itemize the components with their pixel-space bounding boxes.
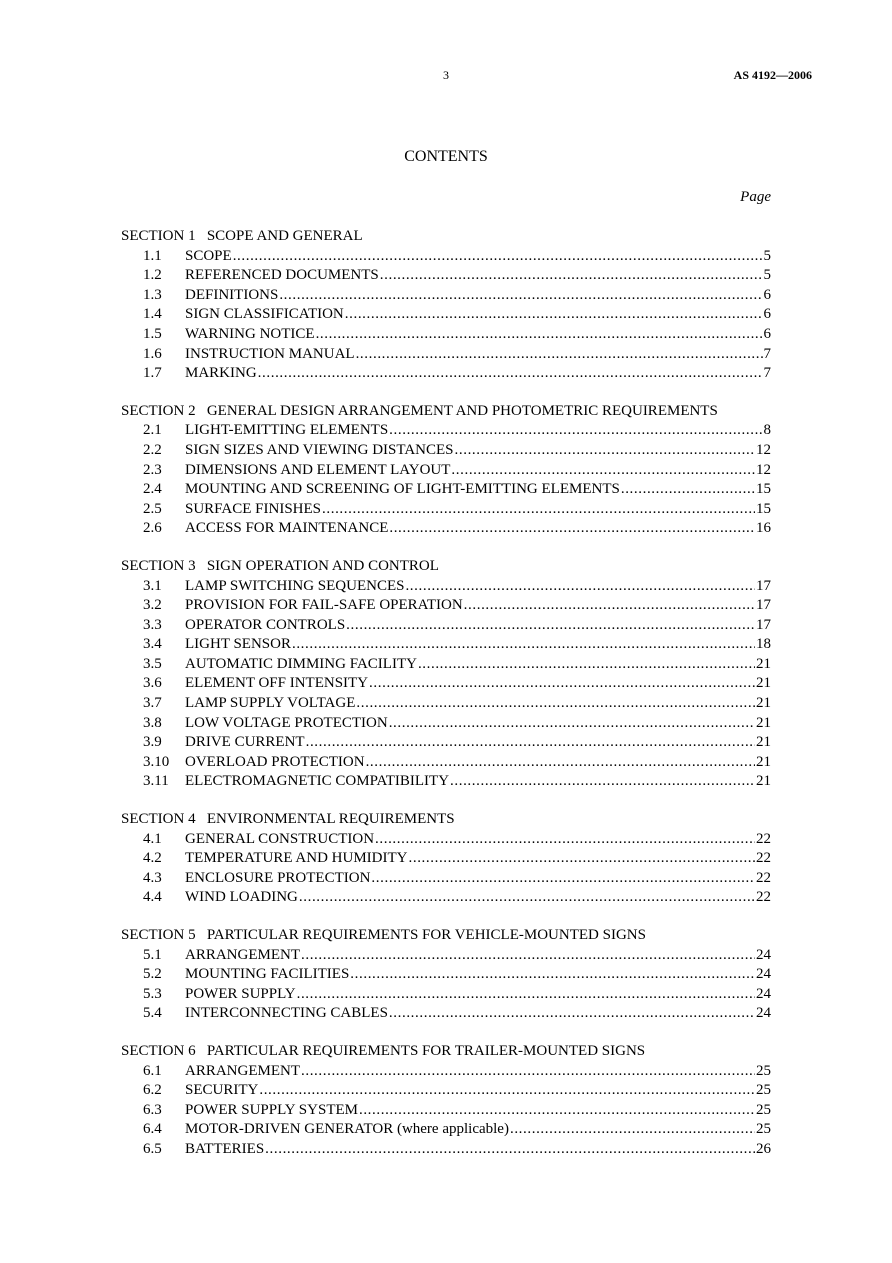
clause-number: 4.3 xyxy=(143,869,162,886)
toc-entry[interactable] xyxy=(121,286,771,306)
dot-leader xyxy=(380,266,763,286)
clause-title: OVERLOAD PROTECTION xyxy=(185,753,365,770)
page-reference: 26 xyxy=(756,1140,771,1157)
page-reference: 18 xyxy=(756,636,771,653)
dot-leader xyxy=(375,830,755,850)
clause-number: 1.1 xyxy=(143,247,162,264)
clause-title: ARRANGEMENT xyxy=(185,946,300,963)
clause-title: WARNING NOTICE xyxy=(185,325,315,342)
dot-leader xyxy=(464,596,755,616)
clause-number: 3.1 xyxy=(143,577,162,594)
page-reference: 12 xyxy=(756,461,771,478)
dot-leader xyxy=(621,480,755,500)
dot-leader xyxy=(292,635,755,655)
toc-section xyxy=(121,1042,771,1160)
page-reference: 21 xyxy=(756,714,771,731)
clause-title: MOTOR-DRIVEN GENERATOR (where applicable) xyxy=(185,1121,509,1138)
clause-title: REFERENCED DOCUMENTS xyxy=(185,267,379,284)
clause-title: BATTERIES xyxy=(185,1140,265,1157)
clause-title: SECURITY xyxy=(185,1082,259,1099)
page-reference: 21 xyxy=(756,753,771,770)
clause-title: LAMP SWITCHING SEQUENCES xyxy=(185,577,405,594)
page-reference: 17 xyxy=(756,616,771,633)
section-heading: SECTION 3 SIGN OPERATION AND CONTROL xyxy=(121,557,439,574)
page-reference: 8 xyxy=(763,422,771,439)
clause-title: GENERAL CONSTRUCTION xyxy=(185,830,375,847)
clause-number: 2.1 xyxy=(143,422,162,439)
dot-leader xyxy=(409,849,756,869)
page-reference: 24 xyxy=(756,985,771,1002)
clause-title: MOUNTING FACILITIES xyxy=(185,966,350,983)
dot-leader xyxy=(356,694,755,714)
toc-entry[interactable] xyxy=(121,674,771,694)
toc-entry[interactable] xyxy=(121,596,771,616)
page-reference: 25 xyxy=(756,1082,771,1099)
section-heading: SECTION 4 ENVIRONMENTAL REQUIREMENTS xyxy=(121,811,455,828)
section-heading: SECTION 1 SCOPE AND GENERAL xyxy=(121,228,363,244)
dot-leader xyxy=(510,1120,755,1140)
page-reference: 25 xyxy=(756,1101,771,1118)
clause-title: LAMP SUPPLY VOLTAGE xyxy=(185,695,356,712)
toc-entry[interactable] xyxy=(121,421,771,441)
clause-title: ACCESS FOR MAINTENANCE xyxy=(185,520,389,537)
toc-entry[interactable] xyxy=(121,519,771,539)
clause-title: ENCLOSURE PROTECTION xyxy=(185,869,371,886)
clause-number: 3.3 xyxy=(143,616,162,633)
page-title: CONTENTS xyxy=(404,148,488,165)
page-reference: 22 xyxy=(756,869,771,886)
toc-entry[interactable] xyxy=(121,1140,771,1160)
dot-leader xyxy=(450,772,755,792)
page-reference: 5 xyxy=(763,267,771,284)
toc-entry[interactable] xyxy=(121,1062,771,1082)
dot-leader xyxy=(418,655,755,675)
clause-title: POWER SUPPLY xyxy=(185,985,296,1002)
toc-entry[interactable] xyxy=(121,480,771,500)
page-reference: 21 xyxy=(756,655,771,672)
toc-section xyxy=(121,402,771,539)
clause-number: 1.6 xyxy=(143,345,162,362)
page-reference: 16 xyxy=(756,520,771,537)
toc-entry[interactable] xyxy=(121,577,771,597)
clause-number: 6.5 xyxy=(143,1140,162,1157)
page-reference: 12 xyxy=(756,441,771,458)
clause-number: 3.6 xyxy=(143,675,162,692)
clause-title: LOW VOLTAGE PROTECTION xyxy=(185,714,388,731)
dot-leader xyxy=(259,1081,755,1101)
page-reference: 15 xyxy=(756,481,771,498)
dot-leader xyxy=(369,674,755,694)
clause-title: MOUNTING AND SCREENING OF LIGHT-EMITTING ELEMENTS xyxy=(185,481,620,498)
clause-title: DEFINITIONS xyxy=(185,286,279,303)
dot-leader xyxy=(297,985,755,1005)
toc-entry[interactable] xyxy=(121,635,771,655)
clause-number: 5.3 xyxy=(143,985,162,1002)
page-reference: 24 xyxy=(756,946,771,963)
clause-title: LIGHT-EMITTING ELEMENTS xyxy=(185,422,389,439)
toc-entry[interactable] xyxy=(121,1081,771,1101)
dot-leader xyxy=(455,441,755,461)
page-reference: 24 xyxy=(756,1005,771,1022)
toc-entry[interactable] xyxy=(121,772,771,792)
toc-entry[interactable] xyxy=(121,345,771,365)
table-of-contents xyxy=(121,227,771,1178)
toc-entry[interactable] xyxy=(121,849,771,869)
dot-leader xyxy=(389,1004,755,1024)
clause-number: 3.9 xyxy=(143,734,162,751)
clause-number: 2.4 xyxy=(143,481,162,498)
dot-leader xyxy=(301,946,755,966)
toc-entry[interactable] xyxy=(121,830,771,850)
page-reference: 7 xyxy=(763,345,771,362)
section-heading: SECTION 6 PARTICULAR REQUIREMENTS FOR TRAILER-MOUNTED SIGNS xyxy=(121,1042,646,1059)
dot-leader xyxy=(279,286,762,306)
clause-number: 5.2 xyxy=(143,966,162,983)
clause-number: 2.6 xyxy=(143,520,162,537)
dot-leader xyxy=(301,1062,755,1082)
clause-number: 6.4 xyxy=(143,1121,162,1138)
clause-number: 3.8 xyxy=(143,714,162,731)
clause-title: OPERATOR CONTROLS xyxy=(185,616,346,633)
dot-leader xyxy=(233,247,763,267)
page-reference: 22 xyxy=(756,889,771,906)
page-column-label: Page xyxy=(740,189,771,205)
page-reference: 6 xyxy=(763,306,771,323)
dot-leader xyxy=(322,500,755,520)
toc-entry[interactable] xyxy=(121,325,771,345)
toc-entry[interactable] xyxy=(121,616,771,636)
toc-entry[interactable] xyxy=(121,733,771,753)
dot-leader xyxy=(346,616,755,636)
page-reference: 7 xyxy=(763,365,771,382)
page-reference: 24 xyxy=(756,966,771,983)
toc-entry[interactable] xyxy=(121,985,771,1005)
page-reference: 25 xyxy=(756,1062,771,1079)
clause-number: 3.10 xyxy=(143,753,170,770)
clause-number: 5.1 xyxy=(143,946,162,963)
clause-title: LIGHT SENSOR xyxy=(185,636,291,653)
toc-section xyxy=(121,810,771,908)
dot-leader xyxy=(350,965,755,985)
section-heading: SECTION 2 GENERAL DESIGN ARRANGEMENT AND PHOTOMETRIC REQUIREMENTS xyxy=(121,402,718,419)
toc-entry[interactable] xyxy=(121,965,771,985)
clause-number: 5.4 xyxy=(143,1005,162,1022)
dot-leader xyxy=(306,733,755,753)
page-reference: 21 xyxy=(756,675,771,692)
clause-number: 1.2 xyxy=(143,267,162,284)
clause-title: DRIVE CURRENT xyxy=(185,734,305,751)
dot-leader xyxy=(359,1101,755,1121)
dot-leader xyxy=(258,364,763,384)
clause-number: 3.2 xyxy=(143,597,162,614)
clause-title: ELEMENT OFF INTENSITY xyxy=(185,675,369,692)
toc-entry[interactable] xyxy=(121,869,771,889)
page-reference: 21 xyxy=(756,734,771,751)
toc-entry[interactable] xyxy=(121,1101,771,1121)
clause-number: 6.1 xyxy=(143,1062,162,1079)
clause-number: 4.2 xyxy=(143,850,162,867)
dot-leader xyxy=(389,421,762,441)
clause-title: DIMENSIONS AND ELEMENT LAYOUT xyxy=(185,461,451,478)
clause-number: 6.2 xyxy=(143,1082,162,1099)
toc-entry[interactable] xyxy=(121,305,771,325)
clause-number: 2.5 xyxy=(143,500,162,517)
dot-leader xyxy=(389,714,755,734)
dot-leader xyxy=(451,461,755,481)
clause-title: WIND LOADING xyxy=(185,889,298,906)
clause-title: MARKING xyxy=(185,365,257,382)
clause-number: 3.4 xyxy=(143,636,162,653)
toc-entry[interactable] xyxy=(121,1120,771,1140)
toc-entry[interactable] xyxy=(121,753,771,773)
toc-entry[interactable] xyxy=(121,247,771,267)
page-reference: 5 xyxy=(763,247,771,264)
page-reference: 21 xyxy=(756,773,771,790)
toc-entry[interactable] xyxy=(121,266,771,286)
toc-entry[interactable] xyxy=(121,694,771,714)
toc-entry[interactable] xyxy=(121,441,771,461)
toc-section xyxy=(121,926,771,1024)
standard-designation: AS 4192—2006 xyxy=(733,68,812,82)
section-heading: SECTION 5 PARTICULAR REQUIREMENTS FOR VEHICLE-MOUNTED SIGNS xyxy=(121,927,646,943)
clause-number: 1.3 xyxy=(143,286,162,303)
dot-leader xyxy=(366,753,755,773)
clause-number: 3.5 xyxy=(143,655,162,672)
dot-leader xyxy=(345,305,763,325)
toc-entry[interactable] xyxy=(121,946,771,966)
clause-title: INTERCONNECTING CABLES xyxy=(185,1005,388,1022)
clause-title: ELECTROMAGNETIC COMPATIBILITY xyxy=(185,773,450,790)
dot-leader xyxy=(371,869,755,889)
toc-entry[interactable] xyxy=(121,461,771,481)
toc-entry[interactable] xyxy=(121,655,771,675)
page-reference: 25 xyxy=(756,1121,771,1138)
clause-number: 2.2 xyxy=(143,441,162,458)
page-reference: 22 xyxy=(756,830,771,847)
clause-number: 1.7 xyxy=(143,365,162,382)
toc-entry[interactable] xyxy=(121,1004,771,1024)
clause-number: 4.4 xyxy=(143,889,162,906)
toc-entry[interactable] xyxy=(121,714,771,734)
dot-leader xyxy=(265,1140,755,1160)
clause-number: 2.3 xyxy=(143,461,162,478)
page-reference: 22 xyxy=(756,850,771,867)
toc-section xyxy=(121,557,771,792)
dot-leader xyxy=(356,345,763,365)
dot-leader xyxy=(405,577,755,597)
dot-leader xyxy=(389,519,755,539)
clause-title: AUTOMATIC DIMMING FACILITY xyxy=(185,655,417,672)
clause-number: 1.4 xyxy=(143,306,162,323)
clause-title: INSTRUCTION MANUAL xyxy=(185,345,355,362)
page-reference: 6 xyxy=(763,286,771,303)
dot-leader xyxy=(299,888,755,908)
toc-section xyxy=(121,227,771,384)
page-number: 3 xyxy=(443,68,449,82)
clause-title: ARRANGEMENT xyxy=(185,1062,300,1079)
page-reference: 17 xyxy=(756,597,771,614)
page-reference: 15 xyxy=(756,500,771,517)
toc-entry[interactable] xyxy=(121,364,771,384)
page-reference: 6 xyxy=(763,325,771,342)
clause-title: PROVISION FOR FAIL-SAFE OPERATION xyxy=(185,597,463,614)
page-reference: 21 xyxy=(756,695,771,712)
page-reference: 17 xyxy=(756,577,771,594)
toc-entry[interactable] xyxy=(121,888,771,908)
clause-title: POWER SUPPLY SYSTEM xyxy=(185,1101,358,1118)
clause-number: 3.11 xyxy=(143,773,169,790)
clause-number: 3.7 xyxy=(143,695,162,712)
toc-entry[interactable] xyxy=(121,500,771,520)
clause-title: SIGN SIZES AND VIEWING DISTANCES xyxy=(185,441,454,458)
clause-number: 1.5 xyxy=(143,325,162,342)
clause-title: SIGN CLASSIFICATION xyxy=(185,306,344,323)
clause-title: SURFACE FINISHES xyxy=(185,500,322,517)
dot-leader xyxy=(316,325,763,345)
clause-number: 4.1 xyxy=(143,830,162,847)
clause-title: SCOPE xyxy=(185,247,232,264)
clause-title: TEMPERATURE AND HUMIDITY xyxy=(185,850,408,867)
clause-number: 6.3 xyxy=(143,1101,162,1118)
